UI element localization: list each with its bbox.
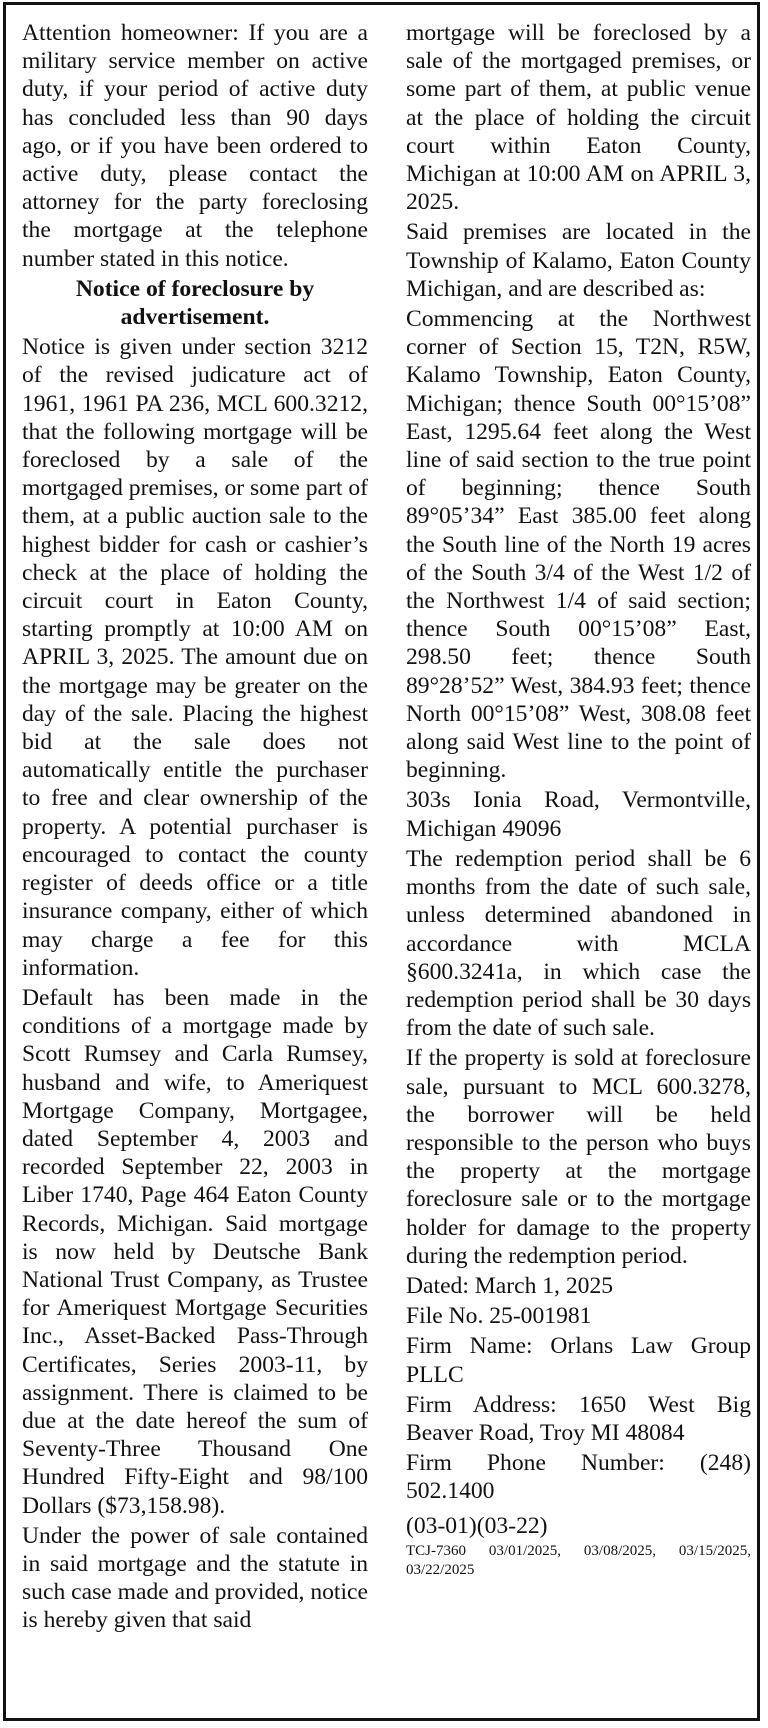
foreclosure-notice-paragraph: Notice is given under section 3212 of the revised judicature act of 1961, 1961 PA 236, MCL 600.3212, that the following mortgage will be foreclosed by a sale of the mortgaged premises, or some part of them, at a public auction sale to the highest bidder for cash or cashier’s check at the place of holding the circuit court in Eaton County, starting promptly at 10:00 AM on APRIL 3, 2025. The amount due on the mortgage may be greater on the day of the sale. Placing the highest bid at the sale does not automatically entitle the purchaser to free and clear ownership of the property. A potential purchaser is encouraged to contact the county register of deeds office or a title insurance company, either of which may charge a fee for this information.	[22, 334, 368, 981]
redemption-paragraph: The redemption period shall be 6 months from the date of such sale, unless determined abandoned in accordance with MCLA §600.3241a, in which case the redemption period shall be 30 days from the date of such sale.	[406, 845, 751, 1042]
right-column	[406, 19, 751, 1580]
default-paragraph: Default has been made in the conditions of a mortgage made by Scott Rumsey and Carla Rumsey, husband and wife, to Ameriquest Mortgage Company, Mortgagee, dated September 4, 2003 and recorded September 22, 2003 in Liber 1740, Page 464 Eaton County Records, Michigan. Said mortgage is now held by Deutsche Bank National Trust Company, as Trustee for Ameriquest Mortgage Securities Inc., Asset-Backed Pass-Through Certificates, Series 2003-11, by assignment. There is claimed to be due at the date hereof the sum of Seventy-Three Thousand One Hundred Fifty-Eight and 98/100 Dollars ($73,158.98).	[22, 984, 368, 1519]
property-address: 303s Ionia Road, Vermontville, Michigan 49096	[406, 787, 751, 842]
liability-paragraph: If the property is sold at foreclosure sale, pursuant to MCL 600.3278, the borrower will be held responsible to the person who buys the property at the mortgage foreclosure sale or to the mortgage holder for damage to the property during the redemption period.	[406, 1045, 751, 1269]
run-dates: (03-01)(03-22)	[406, 1512, 548, 1539]
dated-line: Dated: March 1, 2025	[406, 1272, 614, 1299]
premises-paragraph: Said premises are located in the Township of Kalamo, Eaton County Michigan, and are described as:	[406, 219, 751, 302]
notice-heading: Notice of foreclosure by advertisement.	[75, 275, 315, 331]
firm-phone: Firm Phone Number: (248) 502.1400	[406, 1450, 751, 1505]
power-of-sale-paragraph: Under the power of sale contained in said mortgage and the statute in such case made and provided, notice is hereby given that said	[22, 1522, 368, 1634]
left-column	[22, 19, 368, 1635]
military-attention-paragraph: Attention homeowner: If you are a military service member on active duty, if your period of active duty has concluded less than 90 days ago, or if you have been ordered to active duty, please contact the attorney for the party foreclosing the mortgage at the telephone number stated in this notice.	[22, 20, 368, 272]
legal-description-paragraph: Commencing at the Northwest corner of Section 15, T2N, R5W, Kalamo Township, Eaton County, Michigan; thence South 00°15’08” East, 1295.64 feet along the West line of said section to the true point of beginning; thence South 89°05’34” East 385.00 feet along the South line of the North 19 acres of the South 3/4 of the West 1/2 of the Northwest 1/4 of said section; thence South 00°15’08” East, 298.50 feet; thence South 89°28’52” West, 384.93 feet; thence North 00°15’08” West, 308.08 feet along said West line to the point of beginning.	[406, 306, 751, 784]
legal-notice-box	[3, 2, 760, 1721]
sale-continued-paragraph: mortgage will be foreclosed by a sale of the mortgaged premises, or some part of them, at public venue at the place of holding the circuit court within Eaton County, Michigan at 10:00 AM on APRIL 3, 2025.	[406, 20, 751, 216]
publication-dates: TCJ-7360 03/01/2025, 03/08/2025, 03/15/2025, 03/22/2025	[406, 1542, 751, 1578]
file-number: File No. 25-001981	[406, 1303, 592, 1330]
firm-name: Firm Name: Orlans Law Group PLLC	[406, 1333, 751, 1388]
firm-address: Firm Address: 1650 West Big Beaver Road, Troy MI 48084	[406, 1391, 751, 1446]
